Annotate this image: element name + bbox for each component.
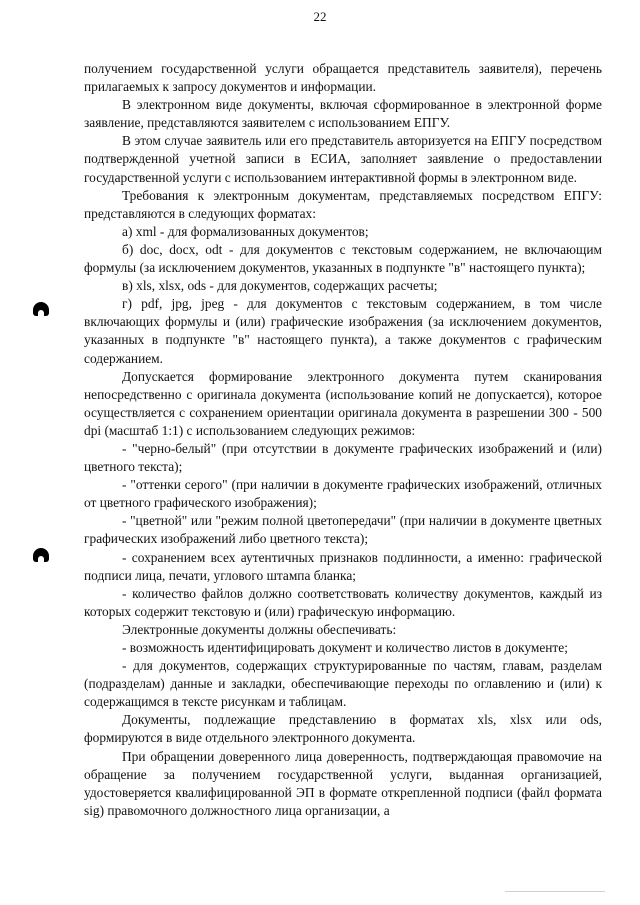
paragraph: Допускается формирование электронного документа путем сканирования непосредственно с оригинала документа (использование копий не допускается), которое осуществляется с сохранением ориентации оригинала документа в разрешении 300 - 500 dpi (масштаб 1:1) с использованием следующих режимов: <box>84 368 602 438</box>
list-item: - для документов, содержащих структурированные по частям, главам, разделам (подразделам) данные и закладки, обеспечивающие переходы по оглавлению и (или) к содержащимся в тексте рисункам и таблицам. <box>84 658 602 710</box>
list-item: - "черно-белый" (при отсутствии в документе графических изображений и (или) цветного текста); <box>84 440 602 475</box>
paragraph: Требования к электронным документам, представляемых посредством ЕПГУ: представляются в следующих форматах: <box>84 187 602 221</box>
punch-hole-mark <box>33 302 49 316</box>
paragraph: В электронном виде документы, включая сформированное в электронной форме заявление, представляются заявителем с использованием ЕПГУ. <box>84 97 602 131</box>
list-item: - количество файлов должно соответствовать количеству документов, каждый из которых содержит текстовую и (или) графическую информацию. <box>84 585 602 619</box>
list-item: б) doc, docx, odt - для документов с текстовым содержанием, не включающим формулы (за исключением документов, указанных в подпункте "в" настоящего пункта); <box>84 241 602 276</box>
list-item: в) xls, xlsx, ods - для документов, содержащих расчеты; <box>122 278 438 294</box>
paragraph: В этом случае заявитель или его представитель авторизуется на ЕПГУ посредством подтвержденной учетной записи в ЕСИА, заполняет заявление о предоставлении государственной услуги с использованием интерактивной формы в электронном виде. <box>84 133 602 185</box>
scan-edge-line <box>505 891 605 892</box>
list-item: - "оттенки серого" (при наличии в документе графических изображений, отличных от цветного графического изображения); <box>84 477 602 511</box>
list-item: - сохранением всех аутентичных признаков подлинности, а именно: графической подписи лица, печати, углового штампа бланка; <box>84 549 602 583</box>
paragraph: Электронные документы должны обеспечивать: <box>122 621 397 637</box>
paragraph: Документы, подлежащие представлению в форматах xls, xlsx или ods, формируются в виде отдельного электронного документа. <box>84 712 602 746</box>
document-body <box>84 60 602 820</box>
list-item: - "цветной" или "режим полной цветопередачи" (при наличии в документе цветных графических изображений либо цветного текста); <box>84 513 602 547</box>
page-number: 22 <box>313 9 327 24</box>
paragraph: получением государственной услуги обращается представитель заявителя), перечень прилагаемых к запросу документов и информации. <box>84 61 602 95</box>
punch-hole-mark <box>33 548 49 562</box>
list-item: г) pdf, jpg, jpeg - для документов с текстовым содержанием, в том числе включающих формулы и (или) графические изображения (за исключением документов, указанных в подпункте "в" настоящего пункта), а также документов с графическим содержанием. <box>84 296 602 366</box>
paragraph: При обращении доверенного лица доверенность, подтверждающая правомочие на обращение за получением государственной услуги, выданная организацией, удостоверяется квалифицированной ЭП в формате открепленной подписи (файл формата sig) правомочного должностного лица организации, а <box>84 748 602 818</box>
list-item: - возможность идентифицировать документ и количество листов в документе; <box>122 640 568 655</box>
list-item: а) xml - для формализованных документов; <box>122 223 369 239</box>
